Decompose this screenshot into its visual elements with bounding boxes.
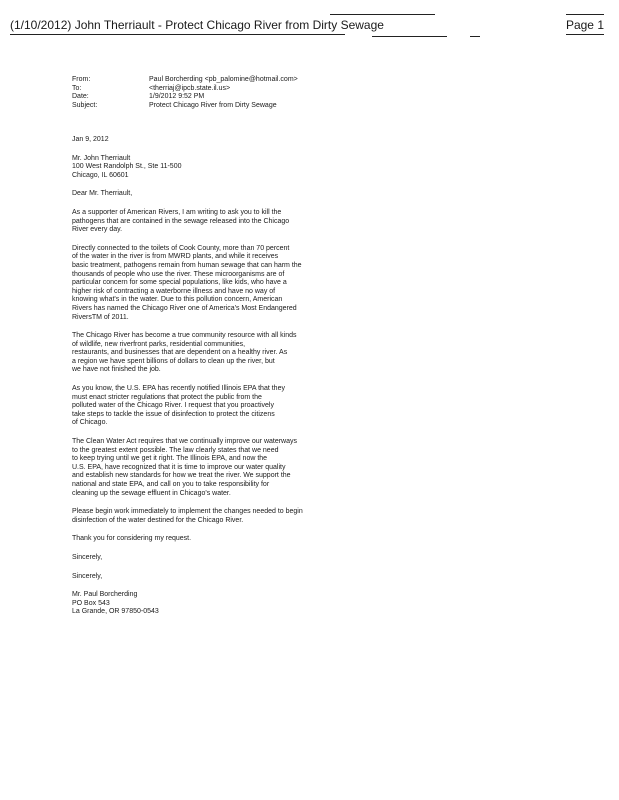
text-line: RiversTM of 2011.: [72, 313, 129, 321]
text-line: Sincerely,: [72, 572, 103, 580]
meta-date: [72, 93, 298, 102]
text-line: must enact stricter regulations that protect the public from the: [72, 393, 262, 401]
text-line: to the greatest extent possible. The law clearly states that we need: [72, 446, 279, 454]
paragraph: [72, 209, 372, 235]
signature-line: La Grande, OR 97850-0543: [72, 608, 159, 616]
paragraph: [72, 332, 372, 375]
signature-block: [72, 591, 372, 617]
text-line: River every day.: [72, 226, 123, 234]
text-line: knowing what's in the water. Due to this pollution concern, American: [72, 296, 283, 304]
paragraph: [72, 385, 372, 428]
text-line: disinfection of the water destined for the Chicago River.: [72, 516, 244, 524]
recipient-address: [72, 155, 372, 181]
text-line: a region we have spent billions of dollars to clean up the river, but: [72, 357, 275, 365]
paragraph: [72, 573, 372, 582]
text-line: U.S. EPA, have recognized that it is time to improve our water quality: [72, 463, 286, 471]
text-line: thousands of people who use the river. These microorganisms are of: [72, 270, 285, 278]
text-line: Dear Mr. Therriault,: [72, 190, 133, 198]
text-line: of the water in the river is from MWRD plants, and while it receives: [72, 253, 279, 261]
meta-value: Paul Borcherding <pb_palomine@hotmail.com>: [149, 76, 298, 83]
page-box-bottom: [566, 34, 604, 35]
paragraph: [72, 245, 372, 322]
meta-label: From:: [72, 76, 91, 83]
document-title: (1/10/2012) John Therriault - Protect Chicago River from Dirty Sewage: [10, 18, 384, 32]
text-line: Sincerely,: [72, 553, 103, 561]
page-number: Page 1: [565, 18, 604, 32]
text-line: Please begin work immediately to implement the changes needed to begin: [72, 508, 303, 516]
text-line: Directly connected to the toilets of Cook County, more than 70 percent: [72, 244, 290, 252]
text-line: polluted water of the Chicago River. I request that you proactively: [72, 402, 274, 410]
text-line: to keep trying until we get it right. The Illinois EPA, and now the: [72, 455, 268, 463]
text-line: take steps to tackle the issue of disinfection to protect the citizens: [72, 410, 275, 418]
meta-value: 1/9/2012 9:52 PM: [149, 93, 205, 100]
letter-date: [72, 136, 372, 145]
salutation: [72, 190, 372, 199]
header-rule: [10, 34, 345, 35]
page-header: [0, 0, 619, 40]
meta-value: Protect Chicago River from Dirty Sewage: [149, 101, 277, 109]
text-line: particular concern for some special populations, like kids, who have a: [72, 279, 287, 287]
text-line: and establish new standards for how we treat the river. We support the: [72, 472, 291, 480]
meta-value: <therriaj@ipcb.state.il.us>: [149, 84, 231, 92]
letter-body: [72, 136, 372, 627]
meta-label: To:: [72, 84, 82, 92]
paragraph: [72, 508, 372, 525]
signature-line: Mr. Paul Borcherding: [72, 591, 138, 599]
text-line: Jan 9, 2012: [72, 136, 109, 143]
text-line: basic treatment, pathogens remain from human sewage that can harm the: [72, 261, 302, 269]
header-rule: [470, 36, 480, 37]
meta-from: [72, 76, 298, 85]
header-rule: [372, 36, 447, 37]
text-line: The Chicago River has become a true community resource with all kinds: [72, 332, 297, 340]
text-line: of Chicago.: [72, 419, 108, 427]
text-line: As you know, the U.S. EPA has recently notified Illinois EPA that they: [72, 385, 285, 393]
text-line: As a supporter of American Rivers, I am writing to ask you to kill the: [72, 208, 282, 216]
text-line: restaurants, and businesses that are dependent on a healthy river. As: [72, 349, 288, 357]
text-line: of wildlife, new riverfront parks, residential communities,: [72, 340, 246, 348]
signature-line: PO Box 543: [72, 599, 110, 607]
meta-label: Date:: [72, 93, 89, 100]
text-line: Rivers has named the Chicago River one of America's Most Endangered: [72, 304, 297, 312]
text-line: higher risk of contracting a waterborne illness and have no way of: [72, 287, 276, 295]
email-metadata: [72, 76, 298, 110]
text-line: pathogens that are contained in the sewage released into the Chicago: [72, 217, 290, 225]
header-rule: [330, 14, 435, 15]
address-line: Chicago, IL 60601: [72, 171, 129, 179]
text-line: we have not finished the job.: [72, 366, 161, 374]
meta-label: Subject:: [72, 101, 98, 109]
address-line: Mr. John Therriault: [72, 154, 131, 162]
paragraph: [72, 438, 372, 498]
meta-subject: [72, 102, 298, 111]
letter-paragraphs: [72, 209, 372, 581]
text-line: The Clean Water Act requires that we continually improve our waterways: [72, 438, 298, 446]
page-box-top: [566, 14, 604, 15]
address-line: 100 West Randolph St., Ste 11-500: [72, 163, 182, 171]
text-line: cleaning up the sewage effluent in Chicago's water.: [72, 489, 231, 497]
paragraph: [72, 554, 372, 563]
text-line: Thank you for considering my request.: [72, 535, 192, 543]
paragraph: [72, 535, 372, 544]
text-line: national and state EPA, and call on you to take responsibility for: [72, 481, 270, 488]
meta-to: [72, 85, 298, 94]
